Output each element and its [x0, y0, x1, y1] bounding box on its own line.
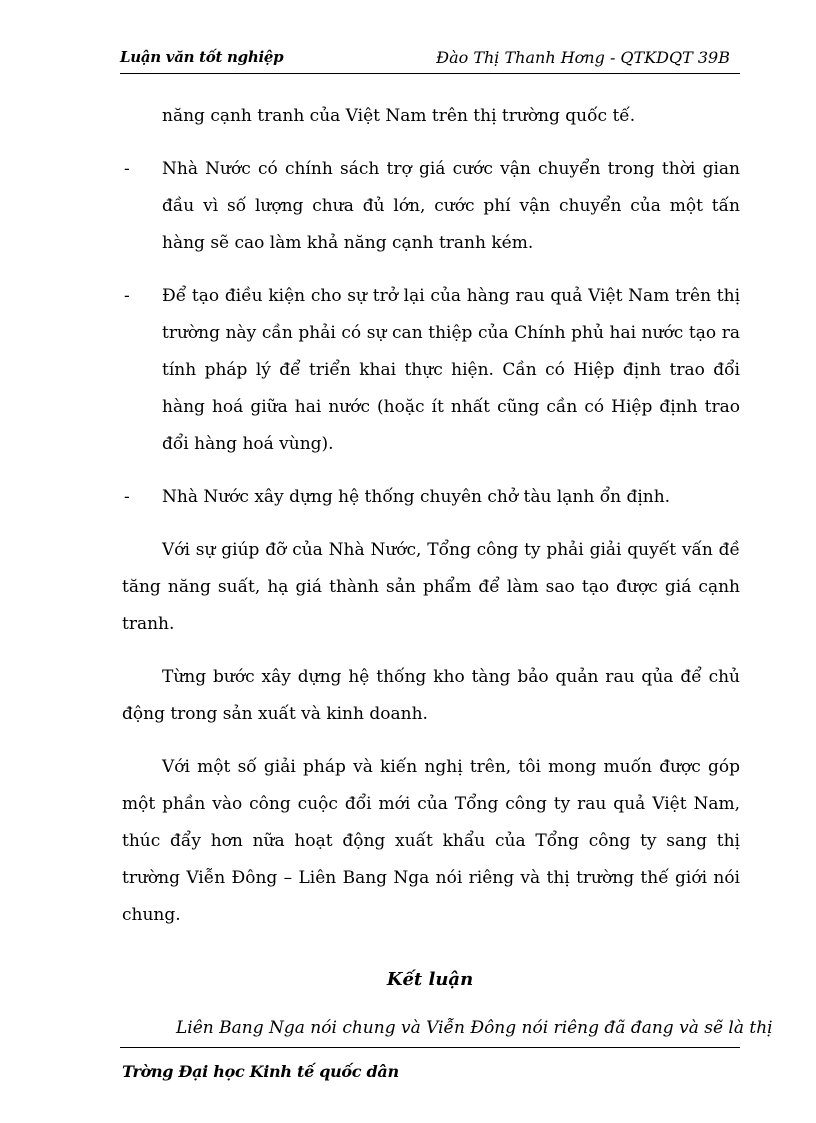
paragraph: Với một số giải pháp và kiến nghị trên, tôi mong muốn được góp một phần vào công cuộc đổi mới của Tổng công ty rau quả Việt Nam, thúc đẩy hơn nữa hoạt động xuất khẩu của Tổng công ty sang thị trường Viễn Đông – Liên Bang Nga nói riêng và thị trường thế giới nói chung.: [122, 757, 740, 925]
bullet-text: Để tạo điều kiện cho sự trở lại của hàng rau quả Việt Nam trên thị trường này cần phải có sự can thiệp của Chính phủ hai nước tạo ra tính pháp lý để triển khai thực hiện. Cần có Hiệp định trao đổi hàng hoá giữa hai nước (hoặc ít nhất cũng cần có Hiệp định trao đổi hàng hoá vùng).: [162, 286, 740, 454]
main-content: [122, 98, 740, 934]
footer-institution: Trờng Đại học Kinh tế quốc dân: [122, 1062, 399, 1081]
page-header: [120, 44, 740, 74]
bullet-item: [122, 479, 740, 516]
paragraph: Từng bước xây dựng hệ thống kho tàng bảo quản rau qủa để chủ động trong sản xuất và kinh doanh.: [122, 667, 740, 724]
paragraph-continuation: năng cạnh tranh của Việt Nam trên thị trường quốc tế.: [162, 106, 636, 126]
header-title: Luận văn tốt nghiệp: [120, 48, 284, 66]
bullet-text: Nhà Nước xây dựng hệ thống chuyên chở tàu lạnh ổn định.: [162, 487, 671, 507]
bullet-dash: -: [124, 159, 130, 179]
footer-rule: [120, 1047, 740, 1048]
bullet-item: [122, 151, 740, 262]
header-author: Đào Thị Thanh Hơng - QTKDQT 39B: [436, 48, 730, 67]
conclusion-text: Liên Bang Nga nói chung và Viễn Đông nói riêng đã đang và sẽ là thị: [176, 1018, 773, 1038]
bullet-text: Nhà Nước có chính sách trợ giá cước vận chuyển trong thời gian đầu vì số lượng chưa đủ lớn, cước phí vận chuyển của một tấn hàng sẽ cao làm khả năng cạnh tranh kém.: [162, 159, 740, 253]
paragraph: Với sự giúp đỡ của Nhà Nước, Tổng công ty phải giải quyết vấn đề tăng năng suất, hạ giá thành sản phẩm để làm sao tạo được giá cạnh tranh.: [122, 540, 740, 634]
bullet-dash: -: [124, 487, 130, 507]
bullet-item: [122, 278, 740, 463]
conclusion-heading: Kết luận: [386, 969, 474, 990]
bullet-dash: -: [124, 286, 130, 306]
